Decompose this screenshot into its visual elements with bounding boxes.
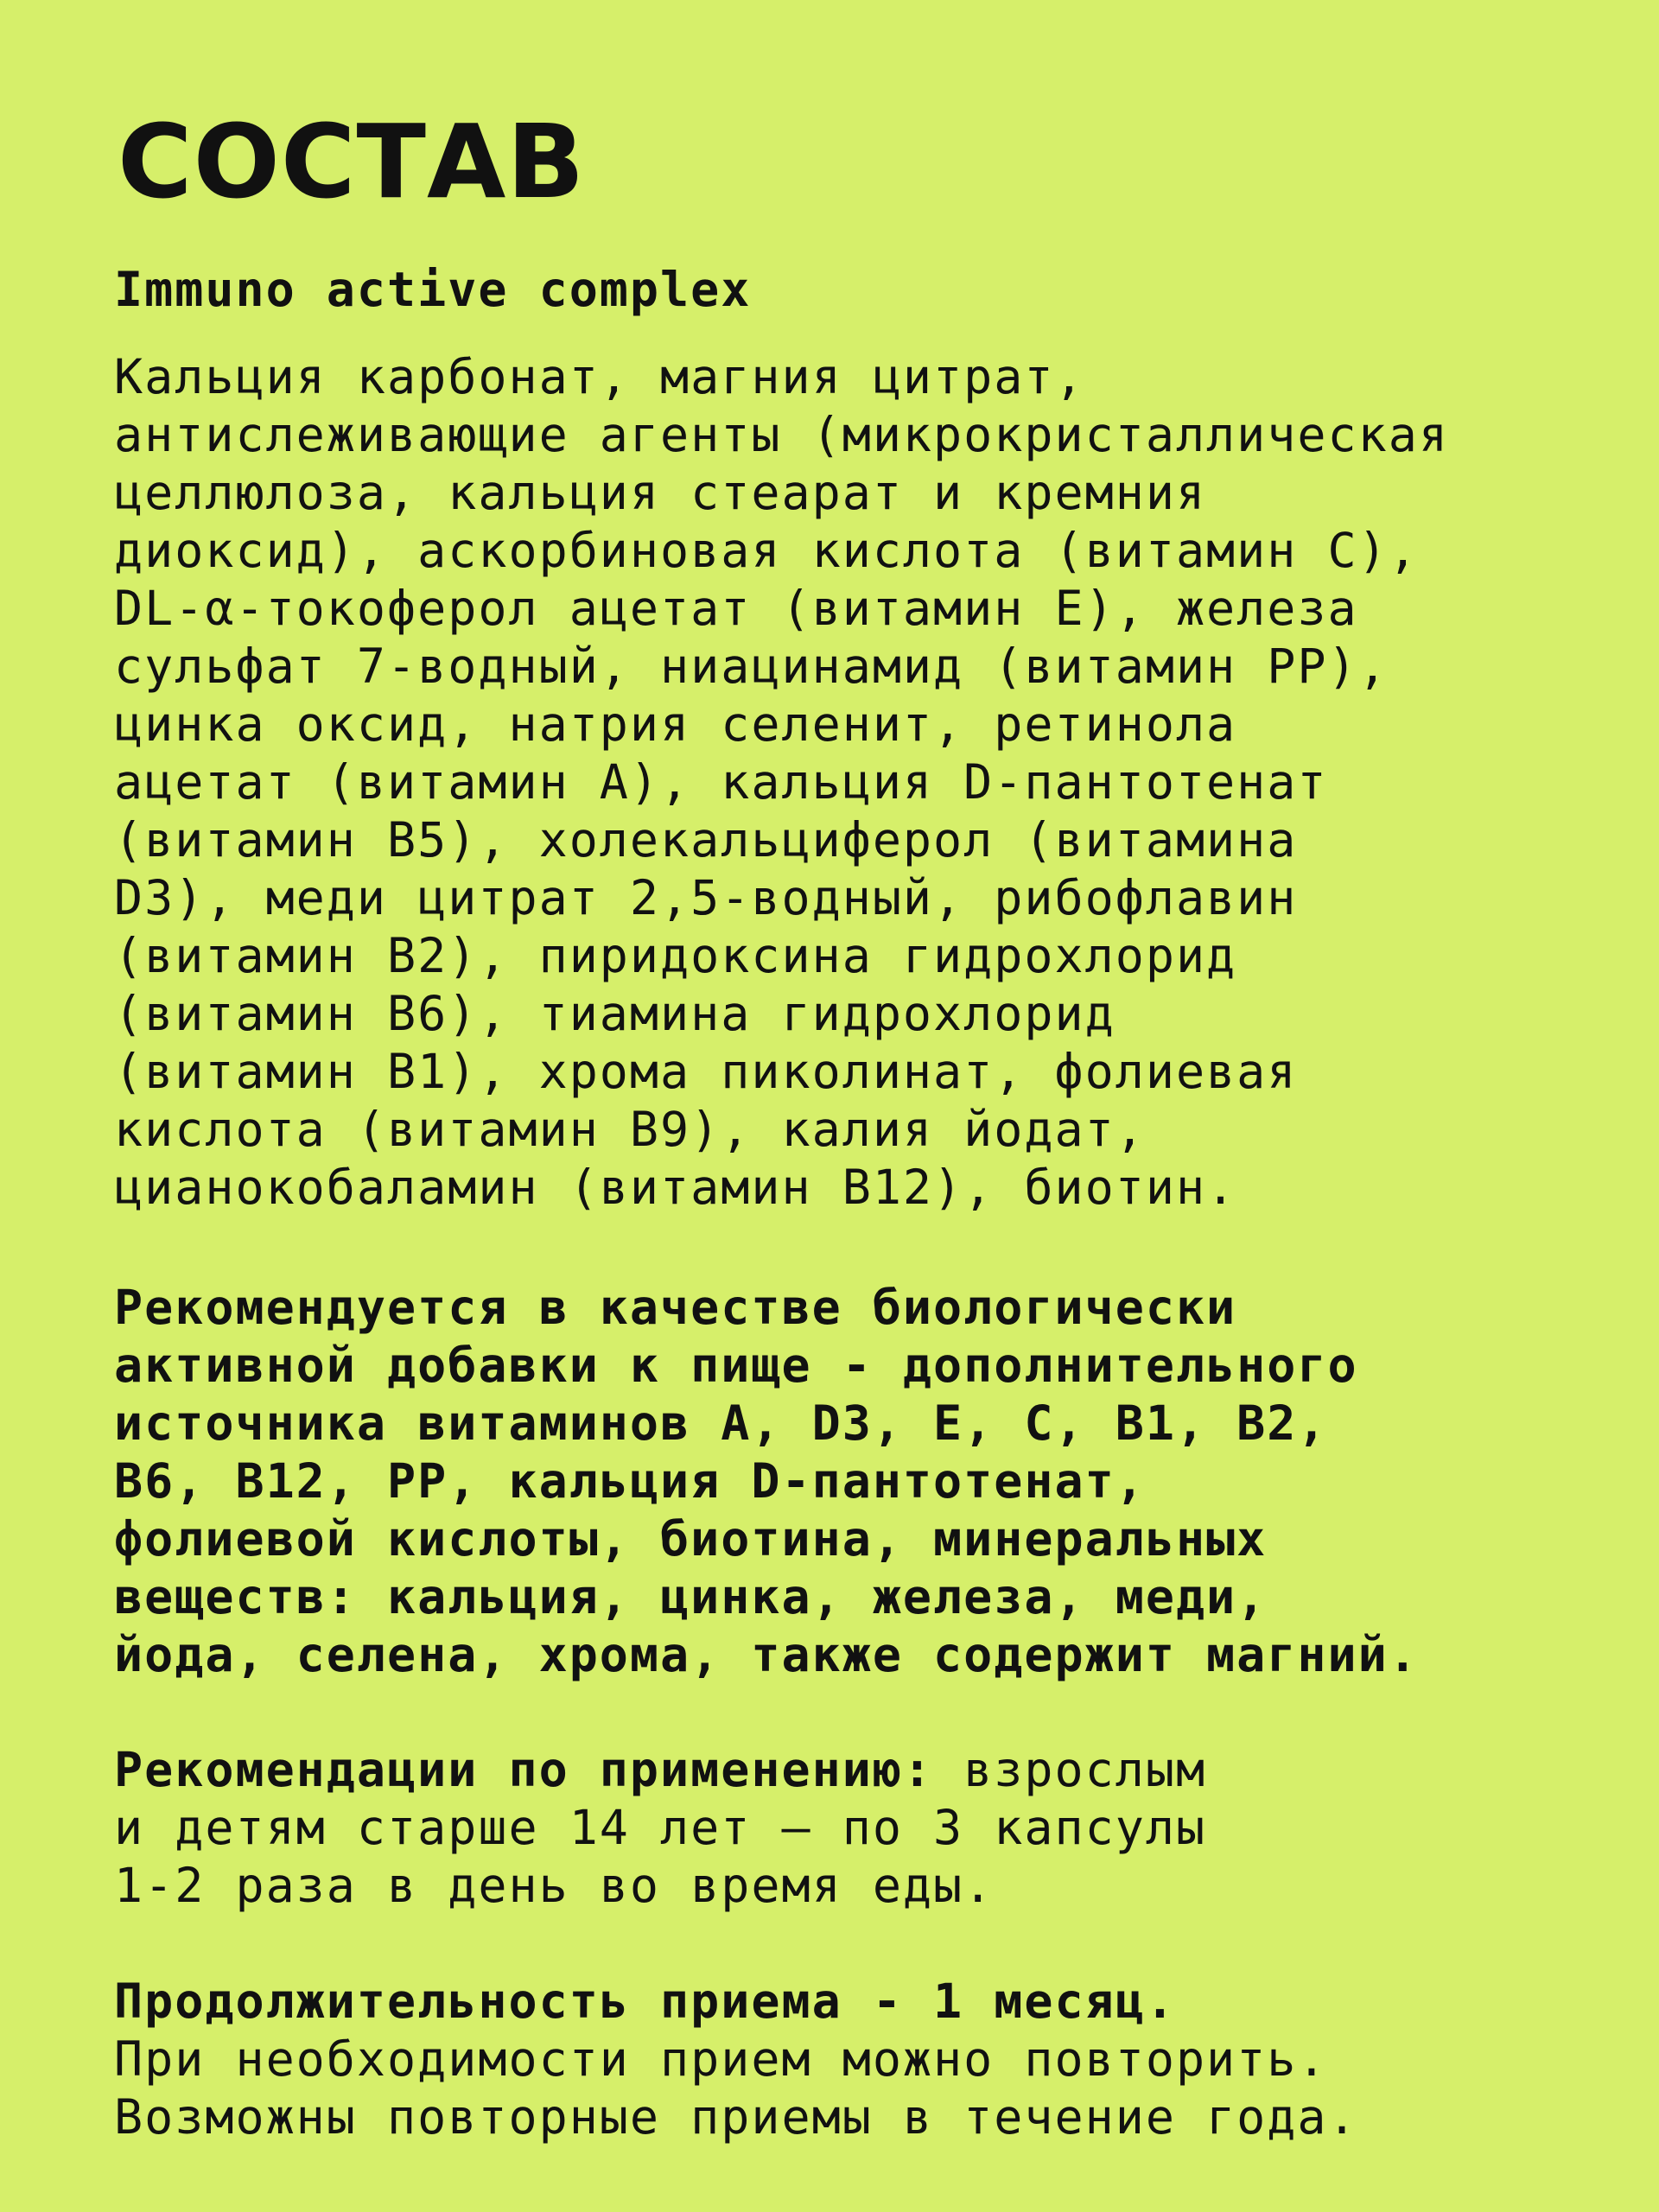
product-name: Immuno active complex [114,262,752,317]
duration-label: Продолжительность приема - 1 месяц. [114,1974,1176,2029]
page-title: СОСТАВ [118,102,586,221]
recommendation-text: Рекомендуется в качестве биологически активной добавки к пище - дополнительного источника витаминов А, D3, Е, С, В1, В2, В6, В12, РР, кальция D-пантотенат, фолиевой кислоты, биотина, минеральных веществ: кальция, цинка, железа, меди, йода, селена, хрома, также содержит магний. [114,1280,1419,1682]
usage-label: Рекомендации по применению: [114,1742,934,1797]
duration-paragraph [114,1973,1358,2146]
duration-text: При необходимости прием можно повторить. Возможны повторные приемы в течение года. [114,2031,1358,2145]
composition-text: Кальция карбонат, магния цитрат, антислеживающие агенты (микрокристаллическая целлюлоза, кальция стеарат и кремния диоксид), аскорбиновая кислота (витамин С), DL-α-токоферол ацетат (витамин Е), железа сульфат 7-водный, ниацинамид (витамин РР), цинка оксид, натрия селенит, ретинола ацетат (витамин А), кальция D-пантотенат (витамин В5), холекальциферол (витамина D3), меди цитрат 2,5-водный, рибофлавин (витамин В2), пиридоксина гидрохлорид (витамин В6), тиамина гидрохлорид (витамин В1), хрома пиколинат, фолиевая кислота (витамин В9), калия йодат, цианокобаламин (витамин В12), биотин. [114,349,1449,1215]
usage-text: взрослым и детям старше 14 лет — по 3 капсулы 1-2 раза в день во время еды. [114,1742,1207,1913]
usage-paragraph [114,1741,1206,1915]
